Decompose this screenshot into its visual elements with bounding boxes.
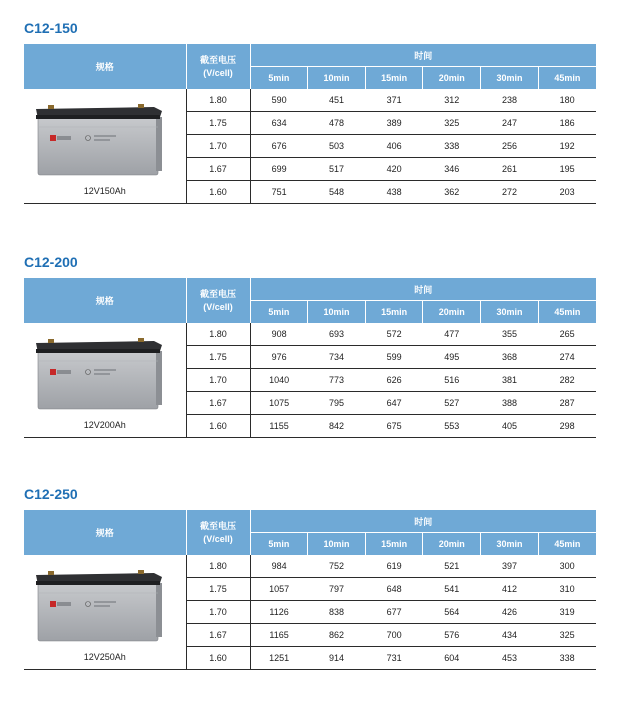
value-cell: 287 bbox=[538, 392, 596, 415]
table-row bbox=[24, 323, 596, 346]
value-cell: 265 bbox=[538, 323, 596, 346]
discharge-table bbox=[24, 278, 596, 438]
value-cell: 405 bbox=[481, 415, 539, 438]
voltage-cell: 1.67 bbox=[186, 158, 250, 181]
value-cell: 180 bbox=[538, 89, 596, 112]
value-cell: 1155 bbox=[250, 415, 308, 438]
minute-header: 5min bbox=[250, 301, 308, 324]
value-cell: 521 bbox=[423, 555, 481, 578]
time-header: 时间 bbox=[250, 278, 596, 301]
value-cell: 693 bbox=[308, 323, 366, 346]
brand-logo-icon bbox=[50, 369, 56, 375]
minute-header: 5min bbox=[250, 67, 308, 90]
table-row bbox=[24, 555, 596, 578]
value-cell: 516 bbox=[423, 369, 481, 392]
value-cell: 203 bbox=[538, 181, 596, 204]
value-cell: 362 bbox=[423, 181, 481, 204]
value-cell: 619 bbox=[365, 555, 423, 578]
value-cell: 677 bbox=[365, 601, 423, 624]
value-cell: 564 bbox=[423, 601, 481, 624]
value-cell: 590 bbox=[250, 89, 308, 112]
value-cell: 247 bbox=[481, 112, 539, 135]
value-cell: 908 bbox=[250, 323, 308, 346]
value-cell: 773 bbox=[308, 369, 366, 392]
section-title: C12-200 bbox=[24, 254, 78, 270]
model-label: 12V150Ah bbox=[83, 186, 126, 196]
voltage-cell: 1.60 bbox=[186, 181, 250, 204]
value-cell: 478 bbox=[308, 112, 366, 135]
value-cell: 186 bbox=[538, 112, 596, 135]
minute-header: 10min bbox=[308, 67, 366, 90]
value-cell: 626 bbox=[365, 369, 423, 392]
section-c12-250 bbox=[24, 484, 596, 670]
value-cell: 272 bbox=[481, 181, 539, 204]
discharge-table bbox=[24, 510, 596, 670]
voltage-cell: 1.80 bbox=[186, 555, 250, 578]
value-cell: 388 bbox=[481, 392, 539, 415]
value-cell: 576 bbox=[423, 624, 481, 647]
value-cell: 984 bbox=[250, 555, 308, 578]
voltage-cell: 1.75 bbox=[186, 346, 250, 369]
model-label: 12V250Ah bbox=[83, 652, 126, 662]
battery-icon bbox=[34, 567, 164, 645]
value-cell: 795 bbox=[308, 392, 366, 415]
minute-header: 30min bbox=[481, 67, 539, 90]
value-cell: 406 bbox=[365, 135, 423, 158]
value-cell: 675 bbox=[365, 415, 423, 438]
value-cell: 1251 bbox=[250, 647, 308, 670]
value-cell: 634 bbox=[250, 112, 308, 135]
value-cell: 325 bbox=[538, 624, 596, 647]
value-cell: 752 bbox=[308, 555, 366, 578]
value-cell: 238 bbox=[481, 89, 539, 112]
voltage-cell: 1.70 bbox=[186, 135, 250, 158]
value-cell: 274 bbox=[538, 346, 596, 369]
value-cell: 647 bbox=[365, 392, 423, 415]
section-c12-150 bbox=[24, 18, 596, 204]
value-cell: 355 bbox=[481, 323, 539, 346]
minute-header: 30min bbox=[481, 301, 539, 324]
battery-icon bbox=[34, 101, 164, 179]
product-cell bbox=[24, 89, 186, 204]
minute-header: 20min bbox=[423, 533, 481, 556]
voltage-cell: 1.70 bbox=[186, 369, 250, 392]
value-cell: 312 bbox=[423, 89, 481, 112]
minute-header: 20min bbox=[423, 301, 481, 324]
model-label: 12V200Ah bbox=[83, 420, 126, 430]
value-cell: 192 bbox=[538, 135, 596, 158]
value-cell: 412 bbox=[481, 578, 539, 601]
value-cell: 1075 bbox=[250, 392, 308, 415]
minute-header: 15min bbox=[365, 67, 423, 90]
value-cell: 338 bbox=[538, 647, 596, 670]
voltage-cell: 1.67 bbox=[186, 392, 250, 415]
value-cell: 700 bbox=[365, 624, 423, 647]
battery-icon bbox=[34, 335, 164, 413]
value-cell: 300 bbox=[538, 555, 596, 578]
value-cell: 346 bbox=[423, 158, 481, 181]
value-cell: 553 bbox=[423, 415, 481, 438]
spec-header: 规格 bbox=[24, 278, 186, 323]
time-header: 时间 bbox=[250, 44, 596, 67]
spec-header: 规格 bbox=[24, 44, 186, 89]
value-cell: 426 bbox=[481, 601, 539, 624]
value-cell: 338 bbox=[423, 135, 481, 158]
value-cell: 368 bbox=[481, 346, 539, 369]
value-cell: 517 bbox=[308, 158, 366, 181]
value-cell: 862 bbox=[308, 624, 366, 647]
voltage-cell: 1.67 bbox=[186, 624, 250, 647]
value-cell: 548 bbox=[308, 181, 366, 204]
value-cell: 1165 bbox=[250, 624, 308, 647]
value-cell: 604 bbox=[423, 647, 481, 670]
section-title: C12-250 bbox=[24, 486, 78, 502]
minute-header: 15min bbox=[365, 533, 423, 556]
value-cell: 325 bbox=[423, 112, 481, 135]
value-cell: 599 bbox=[365, 346, 423, 369]
value-cell: 495 bbox=[423, 346, 481, 369]
value-cell: 572 bbox=[365, 323, 423, 346]
value-cell: 914 bbox=[308, 647, 366, 670]
voltage-header: 截至电压 (V/cell) bbox=[186, 510, 250, 555]
value-cell: 699 bbox=[250, 158, 308, 181]
value-cell: 734 bbox=[308, 346, 366, 369]
value-cell: 261 bbox=[481, 158, 539, 181]
value-cell: 298 bbox=[538, 415, 596, 438]
minute-header: 45min bbox=[538, 67, 596, 90]
value-cell: 751 bbox=[250, 181, 308, 204]
discharge-table bbox=[24, 44, 596, 204]
value-cell: 503 bbox=[308, 135, 366, 158]
value-cell: 1040 bbox=[250, 369, 308, 392]
voltage-cell: 1.70 bbox=[186, 601, 250, 624]
minute-header: 20min bbox=[423, 67, 481, 90]
value-cell: 676 bbox=[250, 135, 308, 158]
voltage-cell: 1.80 bbox=[186, 323, 250, 346]
voltage-header: 截至电压 (V/cell) bbox=[186, 278, 250, 323]
voltage-cell: 1.60 bbox=[186, 647, 250, 670]
value-cell: 282 bbox=[538, 369, 596, 392]
value-cell: 541 bbox=[423, 578, 481, 601]
voltage-cell: 1.75 bbox=[186, 578, 250, 601]
value-cell: 1126 bbox=[250, 601, 308, 624]
product-cell bbox=[24, 323, 186, 438]
value-cell: 381 bbox=[481, 369, 539, 392]
minute-header: 45min bbox=[538, 533, 596, 556]
value-cell: 1057 bbox=[250, 578, 308, 601]
section-title: C12-150 bbox=[24, 20, 78, 36]
minute-header: 30min bbox=[481, 533, 539, 556]
value-cell: 451 bbox=[308, 89, 366, 112]
value-cell: 438 bbox=[365, 181, 423, 204]
value-cell: 256 bbox=[481, 135, 539, 158]
section-c12-200 bbox=[24, 252, 596, 438]
value-cell: 319 bbox=[538, 601, 596, 624]
value-cell: 527 bbox=[423, 392, 481, 415]
value-cell: 389 bbox=[365, 112, 423, 135]
minute-header: 10min bbox=[308, 301, 366, 324]
voltage-cell: 1.80 bbox=[186, 89, 250, 112]
minute-header: 10min bbox=[308, 533, 366, 556]
value-cell: 434 bbox=[481, 624, 539, 647]
product-cell bbox=[24, 555, 186, 670]
value-cell: 976 bbox=[250, 346, 308, 369]
value-cell: 648 bbox=[365, 578, 423, 601]
voltage-header: 截至电压 (V/cell) bbox=[186, 44, 250, 89]
brand-logo-icon bbox=[50, 135, 56, 141]
value-cell: 397 bbox=[481, 555, 539, 578]
minute-header: 5min bbox=[250, 533, 308, 556]
brand-logo-icon bbox=[50, 601, 56, 607]
value-cell: 453 bbox=[481, 647, 539, 670]
value-cell: 310 bbox=[538, 578, 596, 601]
spec-header: 规格 bbox=[24, 510, 186, 555]
value-cell: 477 bbox=[423, 323, 481, 346]
value-cell: 842 bbox=[308, 415, 366, 438]
voltage-cell: 1.75 bbox=[186, 112, 250, 135]
value-cell: 420 bbox=[365, 158, 423, 181]
minute-header: 15min bbox=[365, 301, 423, 324]
voltage-cell: 1.60 bbox=[186, 415, 250, 438]
value-cell: 838 bbox=[308, 601, 366, 624]
value-cell: 371 bbox=[365, 89, 423, 112]
time-header: 时间 bbox=[250, 510, 596, 533]
value-cell: 195 bbox=[538, 158, 596, 181]
table-row bbox=[24, 89, 596, 112]
value-cell: 731 bbox=[365, 647, 423, 670]
value-cell: 797 bbox=[308, 578, 366, 601]
minute-header: 45min bbox=[538, 301, 596, 324]
